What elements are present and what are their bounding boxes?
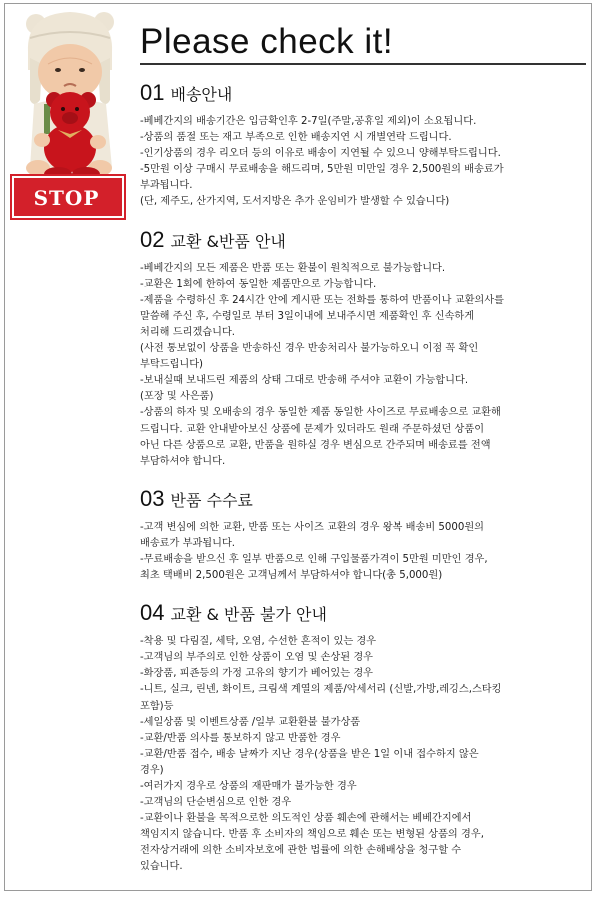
section-return-fee [140,486,588,584]
section-line: 있습니다. [140,861,183,873]
section-line: 부탁드립니다) [140,359,204,371]
section-line: 배송료가 부과됩니다. [140,537,236,549]
section-line: -교환이나 환불을 목적으로한 의도적인 상품 훼손에 관해서는 베베간지에서 [140,813,472,825]
section-title: 배송안내 [170,85,233,104]
section-number: 01 [140,80,165,105]
section-line: -베베간지의 모든 제품은 반품 또는 환불이 원칙적으로 불가능합니다. [140,262,446,274]
section-shipping-info [140,80,588,211]
section-line: 경우) [140,764,164,776]
section-line: -고객님의 부주의로 인한 상품이 오염 및 손상된 경우 [140,652,374,664]
section-line: -보내실때 보내드린 제품의 상태 그대로 반송해 주셔야 교환이 가능합니다. [140,375,469,387]
page-title: Please check it! [140,22,394,61]
section-line: -여러가지 경우로 상품의 재판매가 불가능한 경우 [140,781,357,792]
section-line: -고객님의 단순변심으로 인한 경우 [140,797,292,809]
section-line: -인기상품의 경우 리오더 등의 이유로 배송이 지연될 수 있으니 양해부탁드립니다. [140,148,501,160]
section-line: 포함)등 [140,700,174,712]
section-heading [140,80,588,108]
section-number: 04 [140,600,165,626]
section-line: (사전 통보없이 상품을 반송하신 경우 반송처리사 불가능하오니 이점 꼭 확인 [140,343,479,355]
section-line: -제품을 수령하신 후 24시간 안에 게시판 또는 전화를 통하여 반품이나 교환의사를 [140,294,504,306]
section-line: 부담하셔야 합니다. [140,455,226,467]
section-line: -화장품, 피죤등의 가정 고유의 향기가 베어있는 경우 [140,668,374,680]
section-line: -고객 변심에 의한 교환, 반품 또는 사이즈 교환의 경우 왕복 배송비 5000원의 [140,521,485,533]
section-title: 교환 & 반품 불가 안내 [170,605,327,625]
section-exchange-return-info [140,227,588,470]
section-line: -베베간지의 배송기간은 입금확인후 2-7일(주말,공휴일 제외)이 소요됩니다. [140,116,477,127]
section-heading [140,486,588,514]
section-line: -착용 및 다림질, 세탁, 오염, 수선한 흔적이 있는 경우 [140,636,377,648]
section-line: -세일상품 및 이벤트상품 /일부 교환환불 불가상품 [140,716,361,728]
section-line: (포장 및 사은품) [140,391,214,403]
section-line: -상품의 품절 또는 재고 부족으로 인한 배송지연 시 개별연락 드립니다. [140,132,452,144]
section-title: 반품 수수료 [170,490,253,510]
section-line: 드립니다. 교환 안내받아보신 상품에 문제가 있더라도 원래 주문하셨던 상품이 [140,423,485,435]
section-line: -니트, 실크, 린넨, 화이트, 크림색 계열의 제품/악세서리 (신발,가방,레깅스,스타킹 [140,684,502,696]
section-line: (단, 제주도, 산가지역, 도서지방은 추가 운임비가 발생할 수 있습니다) [140,196,450,208]
section-line: 처리해 드리겠습니다. [140,326,236,338]
stop-sign-label: STOP [33,186,100,210]
section-line: 책임지지 않습니다. 반품 후 소비자의 책임으로 훼손 또는 변형된 상품의 경우, [140,829,484,841]
section-line: 부과됩니다. [140,180,193,192]
section-line: -교환은 1회에 한하여 동일한 제품만으로 가능합니다. [140,278,377,290]
section-title: 교환 &반품 안내 [170,231,286,251]
title-divider [140,63,586,65]
section-line: -5만원 이상 구매시 무료배송을 해드리며, 5만원 미만일 경우 2,500원의 배송료가 [140,164,504,176]
section-line: -상품의 하자 및 오배송의 경우 동일한 제품 동일한 사이즈로 무료배송으로 교환해 [140,407,501,419]
section-line: 전자상거래에 의한 소비자보호에 관한 법률에 의한 손해배상을 청구할 수 [140,845,462,857]
baby-stop-illustration [8,8,133,223]
section-number: 03 [140,485,165,511]
notice-content [140,80,588,892]
section-line: -무료배송을 받으신 후 일부 반품으로 인해 구입물품가격이 5만원 미만인 경우, [140,553,488,565]
section-line: 말씀해 주신 후, 수령일로 부터 3일이내에 보내주시면 제품확인 후 신속하게 [140,310,475,322]
section-number: 02 [140,226,165,252]
section-line: 최초 택배비 2,500원은 고객님께서 부담하셔야 합니다(총 5,000원) [140,570,443,582]
section-non-returnable [140,600,588,875]
section-line: -교환/반품 의사를 통보하지 않고 반품한 경우 [140,732,341,744]
section-line: 아닌 다른 상품으로 교환, 반품을 원하실 경우 변심으로 간주되며 배송료를 전액 [140,439,491,451]
section-line: -교환/반품 접수, 배송 날짜가 지난 경우(상품을 받은 1일 이내 접수하지 않은 [140,748,479,760]
section-heading [140,227,588,255]
section-heading [140,600,588,628]
